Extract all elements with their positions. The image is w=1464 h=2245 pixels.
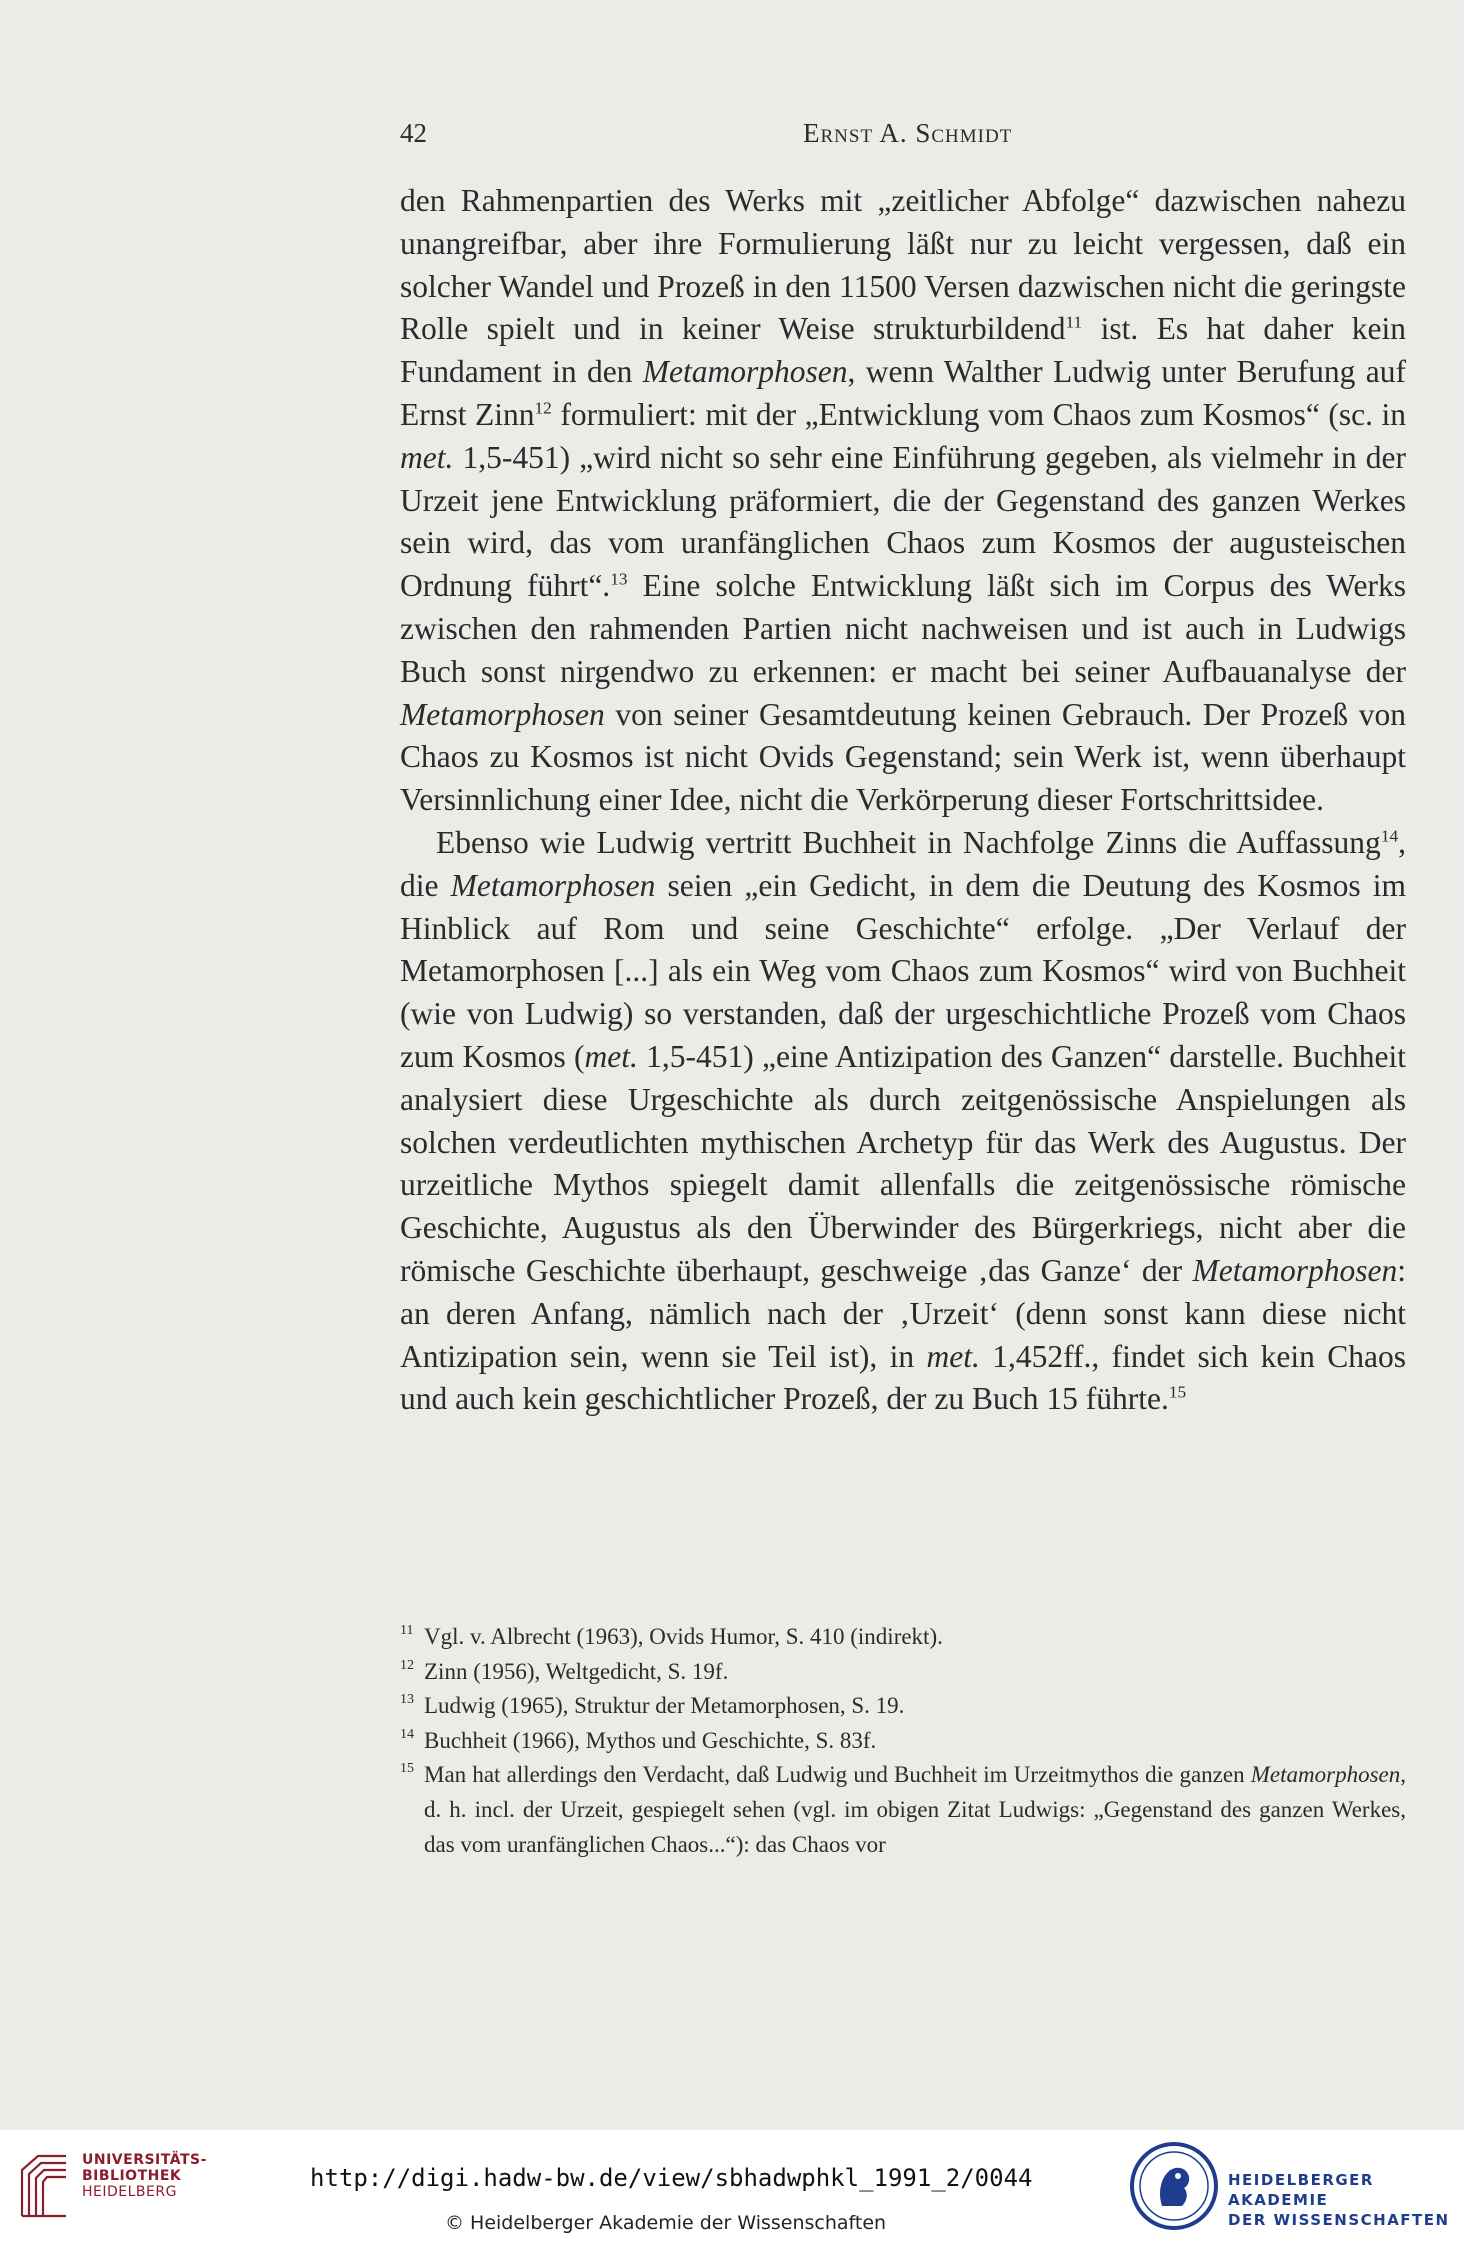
text-span: , wenn Walther Ludwig unter Berufung auf Ernst Zinn — [400, 354, 1406, 432]
running-head-author: Ernst A. Schmidt — [803, 118, 1013, 148]
text-span: 1,452ff., findet sich kein Chaos und auch kein geschichtlicher Prozeß, der zu Buch 15 führte. — [400, 1338, 1406, 1417]
library-line-3: HEIDELBERG — [82, 2184, 177, 2200]
text-span: 1,5-451) „wird nicht so sehr eine Einführung gegeben, als vielmehr in der Urzeit jene Entwicklung präformiert, die der Gegenstand des ganzen Werkes sein wird, das vom uranfänglichen Chaos zum Kosmos der augusteischen Ordnung führt“. — [400, 439, 1406, 604]
body-text — [400, 180, 1406, 1421]
abbreviation: met. — [926, 1338, 980, 1374]
paragraph-2 — [400, 822, 1406, 1421]
text-span: Eine solche Entwicklung läßt sich im Corpus des Werks zwischen den rahmenden Partien nicht nachweisen und ist auch in Ludwigs Buch sonst nirgendwo zu erkennen: er macht bei seiner Aufbauanalyse der — [400, 568, 1406, 689]
footnote-text: , d. h. incl. der Urzeit, gespiegelt sehen (vgl. im obigen Zitat Ludwigs: „Gegenstand des ganzen Werkes, das vom uranfänglichen Chaos...“): das Chaos vor — [424, 1762, 1406, 1857]
library-line-1: UNIVERSITÄTS- — [82, 2152, 207, 2168]
footnote-text: Vgl. v. Albrecht (1963), Ovids Humor, S. 410 (indirekt). — [424, 1624, 943, 1649]
footnote-ref-12[interactable]: 12 — [534, 398, 552, 418]
abbreviation: met. — [584, 1038, 638, 1074]
footnote-ref-14[interactable]: 14 — [1380, 826, 1399, 846]
footnote-ref-11[interactable]: 11 — [1065, 312, 1083, 332]
work-title: Metamorphosen — [400, 696, 605, 732]
footnote-15 — [400, 1758, 1406, 1862]
text-span: ist. Es hat daher kein Fundament in den — [400, 311, 1406, 390]
footnote-text: Zinn (1956), Weltgedicht, S. 19f. — [424, 1658, 729, 1684]
footnote-number: 13 — [400, 1692, 414, 1708]
abbreviation: met. — [400, 439, 454, 475]
footnote-ref-13[interactable]: 13 — [610, 569, 628, 589]
university-library-logo-icon[interactable] — [18, 2150, 70, 2220]
academy-line-2: DER WISSENSCHAFTEN — [1228, 2211, 1450, 2229]
page-number: 42 — [400, 118, 427, 148]
library-line-2: BIBLIOTHEK — [82, 2168, 182, 2184]
running-head — [400, 118, 1406, 158]
footnote-number: 12 — [400, 1657, 414, 1673]
university-library-name — [82, 2152, 207, 2200]
copyright-notice: © Heidelberger Akademie der Wissenschaften — [445, 2212, 887, 2234]
paragraph-1 — [400, 180, 1406, 822]
text-span: , die — [400, 824, 1406, 903]
footnote-text: Ludwig (1965), Struktur der Metamorphosen, S. 19. — [424, 1693, 905, 1719]
work-title: Metamorphosen — [450, 867, 656, 903]
academy-seal-icon[interactable] — [1128, 2140, 1220, 2232]
text-span: 1,5-451) „eine Antizipation des Ganzen“ darstelle. Buchheit analysiert diese Urgeschichte als durch zeitgenössische Anspielungen als solchen verdeutlichten mythischen Archetyp für das Werk des Augustus. Der urzeitliche Mythos spiegelt damit allenfalls die zeitgenössische römische Geschichte, Augustus als den Überwinder des Bürgerkriegs, nicht aber die römische Geschichte überhaupt, geschweige ‚das Ganze‘ der — [400, 1038, 1406, 1288]
footnotes — [400, 1620, 1406, 1862]
footnote-13 — [400, 1689, 1406, 1724]
digitization-footer — [0, 2130, 1464, 2245]
text-span: Ebenso wie Ludwig vertritt Buchheit in Nachfolge Zinns die Auffassung — [436, 824, 1381, 860]
footnote-text: Buchheit (1966), Mythos und Geschichte, S. 83f. — [424, 1727, 877, 1753]
footnote-ref-15[interactable]: 15 — [1168, 1382, 1187, 1402]
academy-name — [1228, 2170, 1464, 2230]
footnote-11 — [400, 1620, 1406, 1655]
footnote-number: 11 — [400, 1623, 414, 1638]
text-span: : an deren Anfang, nämlich nach der ‚Urzeit‘ (denn sonst kann diese nicht Antizipation sein, wenn sie Teil ist), in — [400, 1252, 1406, 1374]
text-span: seien „ein Gedicht, in dem die Deutung des Kosmos im Hinblick auf Rom und seine Geschichte“ erfolge. „Der Verlauf der Metamorphosen [...] als ein Weg vom Chaos zum Kosmos“ wird von Buchheit (wie von Ludwig) so verstanden, daß der urgeschichtliche Prozeß vom Chaos zum Kosmos ( — [400, 867, 1406, 1074]
text-span: formuliert: mit der „Entwicklung vom Chaos zum Kosmos“ (sc. in — [551, 396, 1406, 432]
footnote-number: 15 — [400, 1761, 414, 1777]
work-title: Metamorphosen — [1250, 1762, 1401, 1788]
footnote-14 — [400, 1724, 1406, 1759]
permalink-url[interactable]: http://digi.hadw-bw.de/view/sbhadwphkl_1991_2/0044 — [310, 2164, 1033, 2192]
work-title: Metamorphosen — [642, 354, 848, 390]
footnote-text: Man hat allerdings den Verdacht, daß Ludwig und Buchheit im Urzeitmythos die ganzen — [424, 1762, 1251, 1788]
academy-line-1: HEIDELBERGER AKADEMIE — [1228, 2171, 1374, 2209]
work-title: Metamorphosen — [1192, 1252, 1398, 1288]
text-span: den Rahmenpartien des Werks mit „zeitlicher Abfolge“ dazwischen nahezu unangreifbar, aber ihre Formulierung läßt nur zu leicht vergessen, daß ein solcher Wandel und Prozeß in den 11500 Versen dazwischen nicht die geringste Rolle spielt und in keiner Weise strukturbildend — [400, 183, 1406, 347]
footnote-12 — [400, 1655, 1406, 1690]
footnote-number: 14 — [400, 1726, 414, 1742]
text-span: von seiner Gesamtdeutung keinen Gebrauch. Der Prozeß von Chaos zu Kosmos ist nicht Ovids Gegenstand; sein Werk ist, wenn überhaupt Versinnlichung einer Idee, nicht die Verkörperung dieser Fortschrittsidee. — [400, 696, 1406, 818]
